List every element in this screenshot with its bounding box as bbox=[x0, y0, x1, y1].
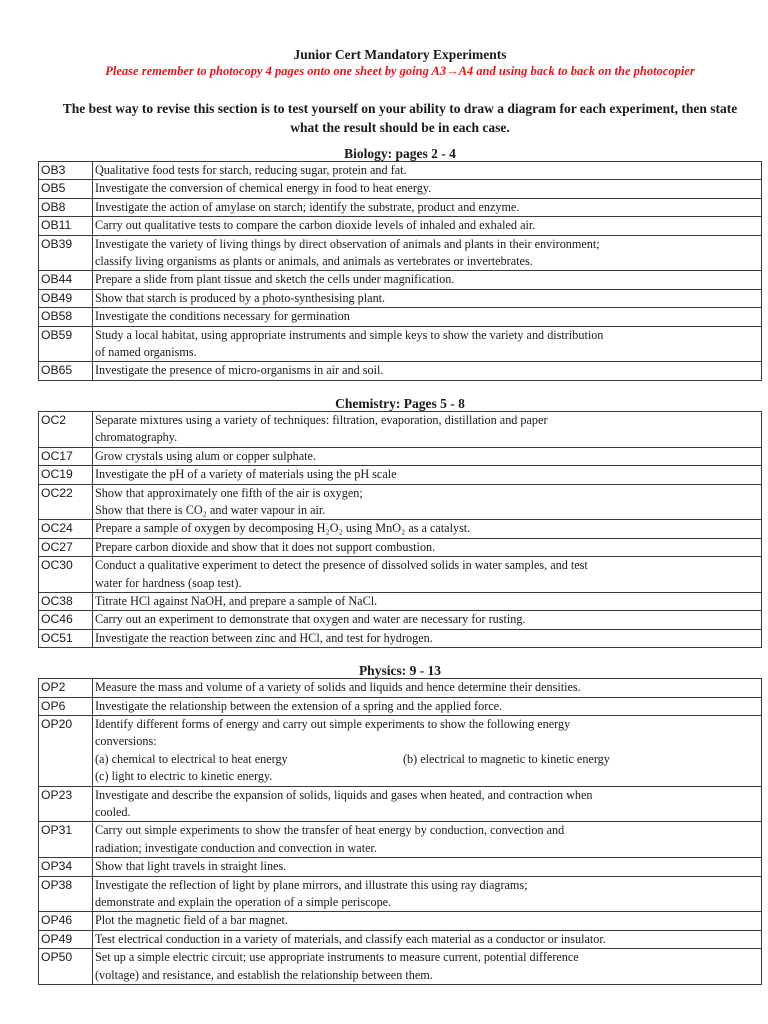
experiment-description bbox=[93, 235, 762, 271]
description-line: water for hardness (soap test). bbox=[95, 575, 242, 590]
document-title: Junior Cert Mandatory Experiments bbox=[293, 47, 507, 62]
table-row bbox=[39, 362, 762, 380]
table-row bbox=[39, 679, 762, 697]
description-line: Investigate the reflection of light by plane mirrors, and illustrate this using ray diagrams; bbox=[95, 877, 528, 892]
experiment-description bbox=[93, 362, 762, 380]
description-line: conversions: bbox=[95, 734, 157, 749]
description-line: Prepare a sample of oxygen by decomposing H₂O₂ using MnO₂ as a catalyst. bbox=[95, 521, 471, 536]
experiment-code: OC19 bbox=[39, 466, 93, 484]
table-row bbox=[39, 949, 762, 985]
physics-table bbox=[38, 678, 762, 985]
description-line: Investigate and describe the expansion of solids, liquids and gases when heated, and contraction when bbox=[95, 787, 593, 802]
table-row bbox=[39, 592, 762, 610]
description-line: chromatography. bbox=[95, 430, 178, 445]
experiment-code: OP23 bbox=[39, 786, 93, 822]
table-row bbox=[39, 520, 762, 538]
table-row bbox=[39, 858, 762, 876]
experiment-code: OB49 bbox=[39, 289, 93, 307]
description-line: Show that there is CO₂ and water vapour in air. bbox=[95, 502, 326, 517]
experiment-description bbox=[93, 697, 762, 715]
description-line: of named organisms. bbox=[95, 345, 197, 360]
photocopy-note: Please remember to photocopy 4 pages onto one sheet by going A3→A4 and using back to back on the photocopier bbox=[105, 64, 695, 78]
description-line: radiation; investigate conduction and convection in water. bbox=[95, 840, 377, 855]
chemistry-table bbox=[38, 411, 762, 648]
description-line: Titrate HCl against NaOH, and prepare a sample of NaCl. bbox=[95, 593, 378, 608]
experiment-code: OB5 bbox=[39, 180, 93, 198]
description-line: Investigate the conversion of chemical energy in food to heat energy. bbox=[95, 181, 432, 196]
biology-heading: Biology: pages 2 - 4 bbox=[344, 146, 456, 161]
description-line: Prepare a slide from plant tissue and sketch the cells under magnification. bbox=[95, 272, 455, 287]
experiment-description bbox=[93, 447, 762, 465]
experiment-description bbox=[93, 786, 762, 822]
description-line: Carry out an experiment to demonstrate that oxygen and water are necessary for rusting. bbox=[95, 612, 526, 627]
experiment-code: OP34 bbox=[39, 858, 93, 876]
description-line: Test electrical conduction in a variety of materials, and classify each material as a conductor or insulator. bbox=[95, 931, 606, 946]
experiment-description bbox=[93, 611, 762, 629]
description-line: Show that light travels in straight lines. bbox=[95, 859, 287, 874]
experiment-description bbox=[93, 520, 762, 538]
experiment-code: OP2 bbox=[39, 679, 93, 697]
conversion-pair bbox=[95, 751, 759, 768]
experiment-description bbox=[93, 198, 762, 216]
experiment-code: OC30 bbox=[39, 557, 93, 593]
description-line: Set up a simple electric circuit; use appropriate instruments to measure current, potential difference bbox=[95, 950, 579, 965]
table-row bbox=[39, 912, 762, 930]
experiment-code: OB58 bbox=[39, 308, 93, 326]
experiment-code: OC24 bbox=[39, 520, 93, 538]
experiment-code: OB3 bbox=[39, 162, 93, 180]
description-line: Investigate the relationship between the extension of a spring and the applied force. bbox=[95, 698, 503, 713]
description-line: Plot the magnetic field of a bar magnet. bbox=[95, 913, 288, 928]
experiment-description bbox=[93, 217, 762, 235]
experiment-description bbox=[93, 930, 762, 948]
table-row bbox=[39, 447, 762, 465]
description-line: Carry out simple experiments to show the transfer of heat energy by conduction, convection and bbox=[95, 823, 565, 838]
conversion-a: (a) chemical to electrical to heat energy bbox=[95, 751, 288, 766]
experiment-code: OP31 bbox=[39, 822, 93, 858]
experiment-code: OB65 bbox=[39, 362, 93, 380]
experiment-code: OB8 bbox=[39, 198, 93, 216]
description-line: Investigate the reaction between zinc and HCl, and test for hydrogen. bbox=[95, 630, 433, 645]
description-line: Qualitative food tests for starch, reducing sugar, protein and fat. bbox=[95, 163, 407, 177]
experiment-description bbox=[93, 162, 762, 180]
conversion-c: (c) light to electric to kinetic energy. bbox=[95, 769, 273, 784]
intro-text: The best way to revise this section is to test yourself on your ability to draw a diagram for each experiment, then state what the result should be in each case. bbox=[62, 101, 738, 135]
experiment-description bbox=[93, 912, 762, 930]
experiment-code: OP49 bbox=[39, 930, 93, 948]
experiment-description bbox=[93, 949, 762, 985]
description-line: Investigate the action of amylase on starch; identify the substrate, product and enzyme. bbox=[95, 199, 520, 214]
physics-heading: Physics: 9 - 13 bbox=[358, 663, 442, 679]
description-line: Show that approximately one fifth of the air is oxygen; bbox=[95, 485, 363, 500]
experiment-description bbox=[93, 557, 762, 593]
description-line: Investigate the conditions necessary for germination bbox=[95, 309, 350, 324]
description-line: Investigate the variety of living things by direct observation of animals and plants in their environment; bbox=[95, 236, 600, 251]
experiment-code: OC38 bbox=[39, 592, 93, 610]
description-line: Investigate the pH of a variety of materials using the pH scale bbox=[95, 467, 397, 482]
description-line: Show that starch is produced by a photo-synthesising plant. bbox=[95, 290, 386, 305]
table-row bbox=[39, 484, 762, 520]
table-row bbox=[39, 611, 762, 629]
description-line: Grow crystals using alum or copper sulphate. bbox=[95, 448, 317, 463]
description-line: Study a local habitat, using appropriate instruments and simple keys to show the variety and distribution bbox=[95, 327, 604, 342]
description-line: (voltage) and resistance, and establish the relationship between them. bbox=[95, 967, 433, 982]
description-line: Carry out qualitative tests to compare the carbon dioxide levels of inhaled and exhaled air. bbox=[95, 218, 536, 233]
table-row bbox=[39, 930, 762, 948]
description-line: Investigate the presence of micro-organisms in air and soil. bbox=[95, 363, 384, 378]
experiment-description bbox=[93, 411, 762, 447]
description-line: Identify different forms of energy and carry out simple experiments to show the following energy bbox=[95, 716, 571, 731]
table-row bbox=[39, 271, 762, 289]
experiment-description bbox=[93, 715, 762, 786]
table-row bbox=[39, 235, 762, 271]
experiment-code: OP20 bbox=[39, 715, 93, 786]
experiment-description bbox=[93, 629, 762, 647]
experiment-description bbox=[93, 466, 762, 484]
experiment-description bbox=[93, 289, 762, 307]
experiment-description bbox=[93, 876, 762, 912]
physics-section bbox=[38, 663, 762, 985]
chemistry-heading: Chemistry: Pages 5 - 8 bbox=[335, 395, 465, 411]
experiment-code: OC2 bbox=[39, 411, 93, 447]
description-line: Separate mixtures using a variety of techniques: filtration, evaporation, distillation and paper bbox=[95, 412, 548, 427]
experiment-code: OC17 bbox=[39, 447, 93, 465]
table-row bbox=[39, 697, 762, 715]
experiment-code: OB44 bbox=[39, 271, 93, 289]
experiment-description bbox=[93, 484, 762, 520]
experiment-description bbox=[93, 592, 762, 610]
table-row bbox=[39, 326, 762, 362]
table-row bbox=[39, 308, 762, 326]
experiment-code: OC22 bbox=[39, 484, 93, 520]
table-row bbox=[39, 217, 762, 235]
description-line: classify living organisms as plants or animals, and animals as vertebrates or invertebrates. bbox=[95, 254, 533, 269]
experiment-code: OP46 bbox=[39, 912, 93, 930]
table-row bbox=[39, 715, 762, 786]
experiment-code: OB39 bbox=[39, 235, 93, 271]
document-page bbox=[38, 46, 762, 985]
description-line: Prepare carbon dioxide and show that it does not support combustion. bbox=[95, 539, 436, 554]
experiment-description bbox=[93, 308, 762, 326]
conversion-b: (b) electrical to magnetic to kinetic energy bbox=[403, 751, 610, 766]
experiment-code: OB11 bbox=[39, 217, 93, 235]
table-row bbox=[39, 629, 762, 647]
experiment-code: OB59 bbox=[39, 326, 93, 362]
experiment-description bbox=[93, 180, 762, 198]
experiment-code: OP50 bbox=[39, 949, 93, 985]
description-line: demonstrate and explain the operation of a simple periscope. bbox=[95, 895, 392, 910]
table-row bbox=[39, 289, 762, 307]
experiment-code: OC27 bbox=[39, 538, 93, 556]
table-row bbox=[39, 162, 762, 180]
experiment-code: OP6 bbox=[39, 697, 93, 715]
experiment-description bbox=[93, 822, 762, 858]
description-line: Measure the mass and volume of a variety of solids and liquids and hence determine their densities. bbox=[95, 680, 581, 695]
table-row bbox=[39, 786, 762, 822]
table-row bbox=[39, 466, 762, 484]
description-line: cooled. bbox=[95, 805, 131, 819]
table-row bbox=[39, 557, 762, 593]
description-line: Conduct a qualitative experiment to detect the presence of dissolved solids in water samples, and test bbox=[95, 558, 588, 573]
experiment-description bbox=[93, 858, 762, 876]
biology-table bbox=[38, 161, 762, 381]
experiment-description bbox=[93, 679, 762, 697]
experiment-description bbox=[93, 271, 762, 289]
experiment-description bbox=[93, 538, 762, 556]
experiment-code: OC51 bbox=[39, 629, 93, 647]
table-row bbox=[39, 411, 762, 447]
table-row bbox=[39, 180, 762, 198]
experiment-code: OC46 bbox=[39, 611, 93, 629]
table-row bbox=[39, 876, 762, 912]
table-row bbox=[39, 538, 762, 556]
experiment-description bbox=[93, 326, 762, 362]
biology-section bbox=[38, 146, 762, 381]
chemistry-section bbox=[38, 396, 762, 648]
table-row bbox=[39, 822, 762, 858]
table-row bbox=[39, 198, 762, 216]
experiment-code: OP38 bbox=[39, 876, 93, 912]
